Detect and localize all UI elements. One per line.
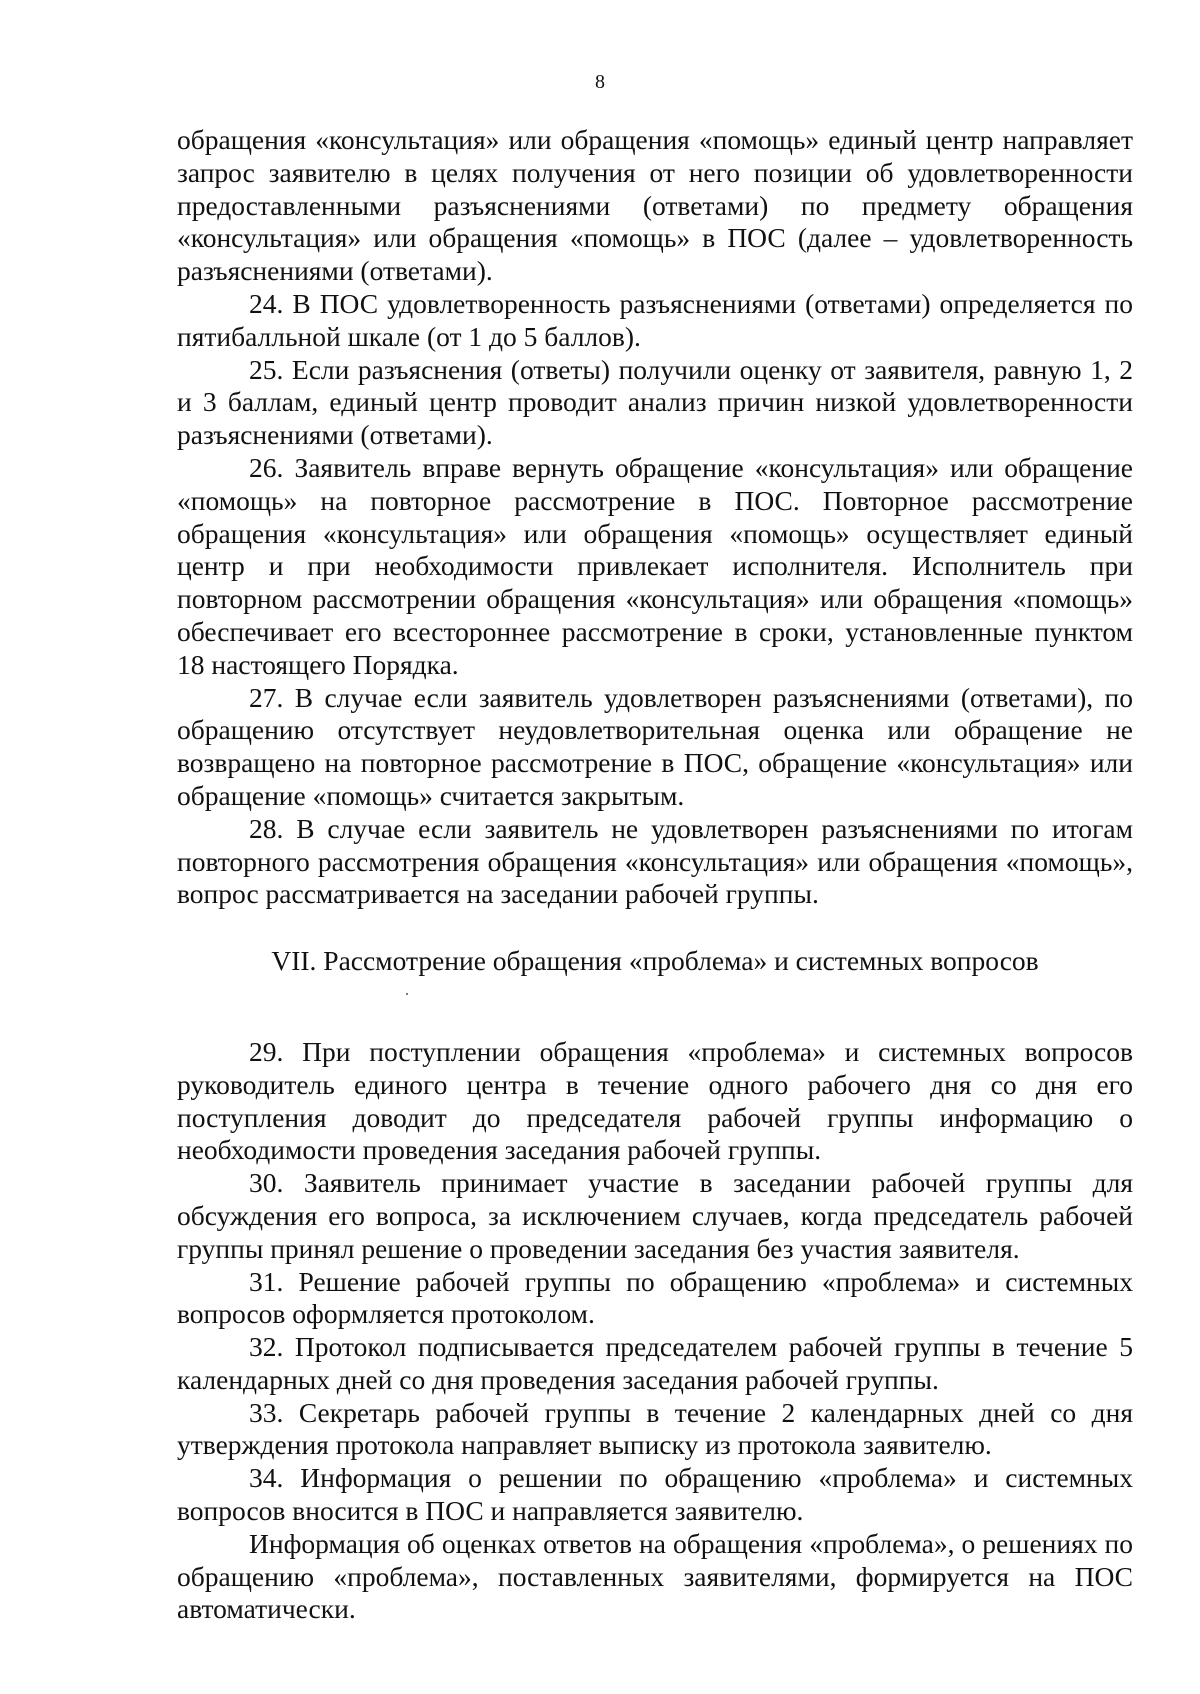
paragraph-27: 27. В случае если заявитель удовлетворен разъяснениями (ответами), по обращению отсутствует неудовлетворительная оценка или обращение не возвращено на повторное рассмотрение в ПОС, обращение «консультация» или обращение «помощь» считается закрытым. — [177, 681, 1133, 811]
paragraph-continuation: обращения «консультация» или обращения «помощь» единый центр направляет запрос заявителю в целях получения от него позиции об удовлетворенности предоставленными разъяснениями (ответами) по предмету обращения «консультация» или обращения «помощь» в ПОС (далее – удовлетворенность разъяснениями (ответами). — [177, 124, 1133, 287]
document-body — [177, 124, 1133, 1626]
paragraph-34: 34. Информация о решении по обращению «проблема» и системных вопросов вносится в ПОС и направляется заявителю. — [177, 1462, 1133, 1527]
paragraph-25: 25. Если разъяснения (ответы) получили оценку от заявителя, равную 1, 2 и 3 баллам, единый центр проводит анализ причин низкой удовлетворенности разъяснениями (ответами). — [177, 353, 1133, 451]
paragraph-24: 24. В ПОС удовлетворенность разъяснениями (ответами) определяется по пятибалльной шкале (от 1 до 5 баллов). — [177, 287, 1133, 352]
paragraph-29: 29. При поступлении обращения «проблема» и системных вопросов руководитель единого центра в течение одного рабочего дня со дня его поступления доводит до председателя рабочей группы информацию о необходимости проведения заседания рабочей группы. — [177, 1035, 1133, 1166]
scan-speck — [406, 993, 408, 995]
paragraph-32: 32. Протокол подписывается председателем рабочей группы в течение 5 календарных дней со дня проведения заседания рабочей группы. — [177, 1331, 1133, 1395]
paragraph-30: 30. Заявитель принимает участие в заседании рабочей группы для обсуждения его вопроса, за исключением случаев, когда председатель рабочей группы принял решение о проведении заседания без участия заявителя. — [177, 1167, 1133, 1264]
paragraph-33: 33. Секретарь рабочей группы в течение 2 календарных дней со дня утверждения протокола направляет выписку из протокола заявителю. — [177, 1396, 1133, 1461]
paragraph-info: Информация об оценках ответов на обращения «проблема», о решениях по обращению «проблема», поставленных заявителями, формируется на ПОС автоматически. — [177, 1527, 1133, 1625]
page-number: 8 — [595, 71, 605, 93]
paragraph-31: 31. Решение рабочей группы по обращению «проблема» и системных вопросов оформляется протоколом. — [177, 1265, 1133, 1330]
paragraph-26: 26. Заявитель вправе вернуть обращение «консультация» или обращение «помощь» на повторное рассмотрение в ПОС. Повторное рассмотрение обращения «консультация» или обращения «помощь» осуществляет единый центр и при необходимости привлекает исполнителя. Исполнитель при повторном рассмотрении обращения «консультация» или обращения «помощь» обеспечивает его всестороннее рассмотрение в сроки, установленные пунктом 18 настоящего Порядка. — [177, 451, 1133, 680]
paragraph-28: 28. В случае если заявитель не удовлетворен разъяснениями по итогам повторного рассмотрения обращения «консультация» или обращения «помощь», вопрос рассматривается на заседании рабочей группы. — [177, 812, 1133, 910]
section-heading: VII. Рассмотрение обращения «проблема» и системных вопросов — [271, 945, 1039, 977]
